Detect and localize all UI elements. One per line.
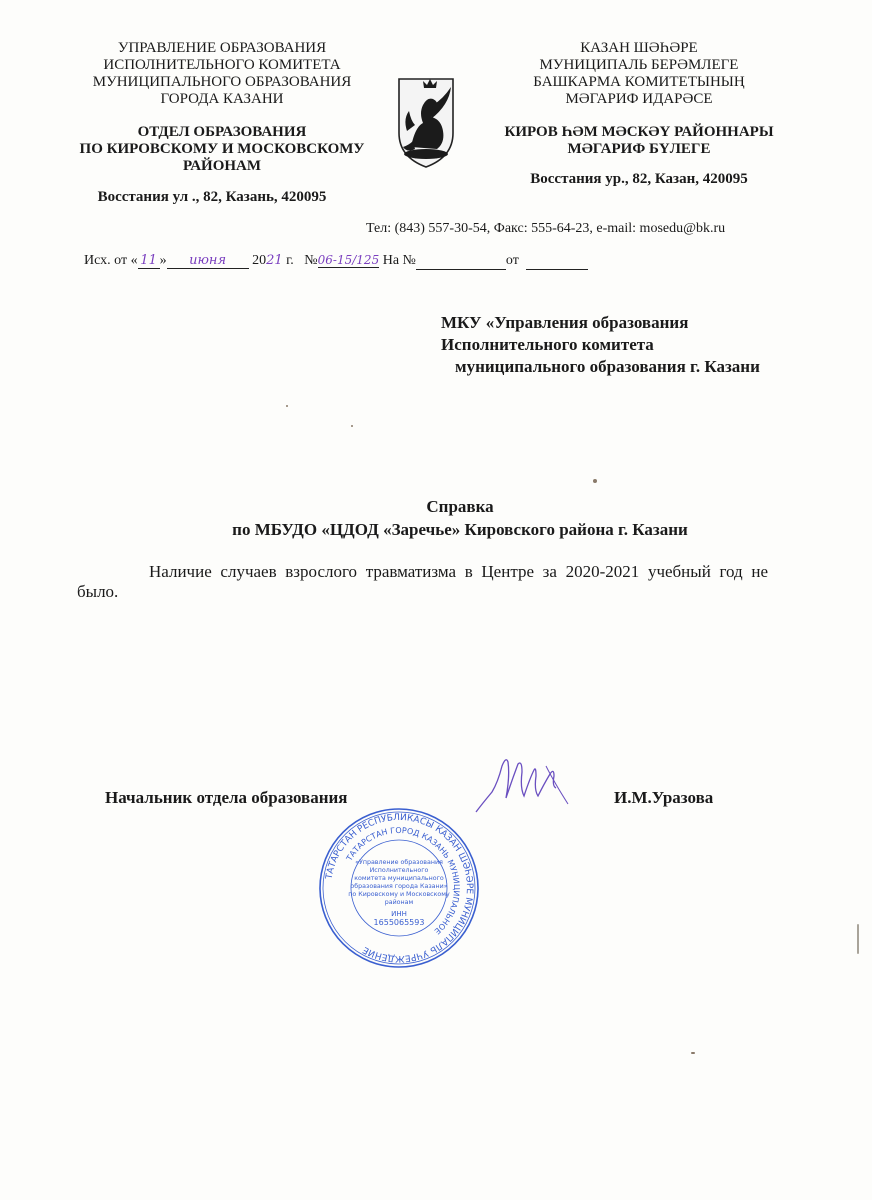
svg-text:комитета муниципального: комитета муниципального: [354, 875, 444, 882]
header-left-line: УПРАВЛЕНИЕ ОБРАЗОВАНИЯ: [117, 40, 327, 56]
svg-text:по Кировскому и Московскому: по Кировскому и Московскому: [348, 891, 450, 898]
header-right-line: МӘГАРИФ ИДАРӘСЕ: [565, 91, 713, 107]
coat-of-arms-emblem: [393, 75, 459, 171]
outgoing-ref-label: На №: [382, 253, 416, 268]
paper-speck: [691, 1052, 695, 1054]
recipient-line: МКУ «Управления образования: [441, 313, 689, 332]
svg-text:1655065593: 1655065593: [373, 918, 425, 927]
header-right-dept: КИРОВ ҺӘМ МӘСКӘҮ РАЙОННАРЫ: [504, 124, 774, 140]
signature-name: И.М.Уразова: [614, 788, 714, 807]
outgoing-ref-from: от: [505, 253, 519, 268]
outgoing-year-end: г.: [282, 253, 294, 268]
outgoing-date-blank: [526, 253, 588, 270]
outgoing-year-prefix: 20: [252, 253, 267, 268]
document-title-block: [60, 496, 860, 540]
outgoing-month: июня: [167, 253, 249, 269]
outgoing-num-label: №: [304, 253, 318, 268]
header-right-line: МУНИЦИПАЛЬ БЕРӘМЛЕГЕ: [539, 57, 739, 73]
header-left-dept: РАЙОНАМ: [182, 158, 262, 174]
stamp-seal: [317, 806, 481, 970]
svg-text:ТАТАРСТАН ГОРОД КАЗАНЬ МУНИЦИП: ТАТАРСТАН ГОРОД КАЗАНЬ МУНИЦИПАЛЬНОЕ: [344, 825, 462, 936]
document-title: Справка: [426, 497, 494, 516]
svg-text:Исполнительного: Исполнительного: [369, 867, 429, 874]
outgoing-number: 06-15/125: [317, 253, 380, 267]
header-left: [52, 40, 392, 206]
contacts-line: Тел: (843) 557-30-54, Факс: 555-64-23, e-mail: mosedu@bk.ru: [366, 221, 726, 236]
signature-position: Начальник отдела образования: [105, 788, 348, 807]
outgoing-line: [84, 253, 588, 270]
paper-speck: [593, 479, 597, 483]
outgoing-ref-blank: [416, 253, 506, 270]
outgoing-mid: »: [159, 253, 167, 268]
paper-speck: [857, 924, 859, 954]
recipient-line: Исполнительного комитета: [441, 335, 654, 354]
paper-speck: [351, 425, 353, 427]
handwritten-signature: [472, 752, 582, 822]
header-left-dept: ПО КИРОВСКОМУ И МОСКОВСКОМУ: [79, 141, 365, 157]
svg-text:«Управление образования: «Управление образования: [355, 859, 443, 866]
header-left-address: Восстания ул ., 82, Казань, 420095: [97, 189, 327, 205]
document-body: Наличие случаев взрослого травматизма в Центре за 2020-2021 учебный год не было.: [77, 562, 768, 601]
outgoing-year-suffix: 21: [266, 253, 283, 268]
svg-text:образования города Казани»: образования города Казани»: [350, 883, 448, 890]
paper-speck: [286, 405, 288, 407]
signature-scribble-icon: [472, 752, 582, 822]
header-right-line: БАШКАРМА КОМИТЕТЫНЫҢ: [533, 74, 745, 90]
official-stamp: [317, 806, 481, 970]
outgoing-prefix: Исх. от «: [84, 253, 138, 268]
header-left-line: ИСПОЛНИТЕЛЬНОГО КОМИТЕТА: [103, 57, 341, 73]
header-left-dept: ОТДЕЛ ОБРАЗОВАНИЯ: [137, 124, 307, 140]
header-right-dept: МӘГАРИФ БҮЛЕГЕ: [567, 141, 711, 157]
svg-text:ТАТАРСТАН РЕСПУБЛИКАСЫ КАЗАН Ш: ТАТАРСТАН РЕСПУБЛИКАСЫ КАЗАН ШӘҺӘРЕ МУНИЦИПАЛЬ УЧРЕЖДЕНИЕ: [324, 812, 475, 964]
svg-text:районам: районам: [384, 899, 414, 906]
header-right-line: КАЗАН ШӘҺӘРЕ: [580, 40, 698, 56]
document-subtitle: по МБУДО «ЦДОД «Заречье» Кировского района г. Казани: [232, 520, 688, 539]
header-right-address: Восстания ур., 82, Казан, 420095: [530, 171, 748, 187]
header-left-line: ГОРОДА КАЗАНИ: [160, 91, 284, 107]
coat-of-arms-icon: [393, 75, 459, 171]
recipient-block: [441, 312, 760, 378]
outgoing-day: 11: [138, 253, 160, 269]
recipient-line: муниципального образования г. Казани: [455, 357, 760, 376]
svg-text:ИНН: ИНН: [391, 910, 407, 918]
header-right: [462, 40, 816, 188]
header-left-line: МУНИЦИПАЛЬНОГО ОБРАЗОВАНИЯ: [92, 74, 352, 90]
